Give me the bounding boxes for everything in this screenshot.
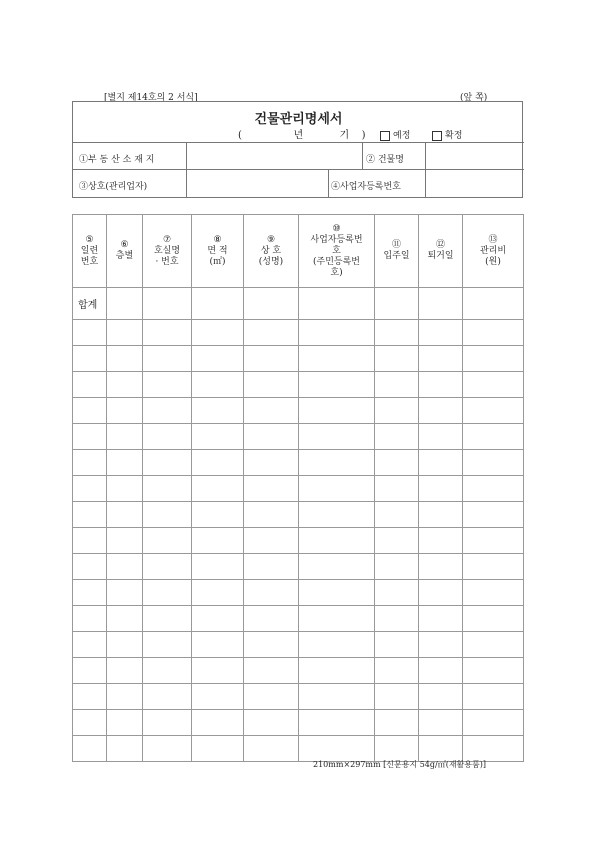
table-cell[interactable] <box>192 450 244 476</box>
table-cell[interactable] <box>143 632 192 658</box>
table-cell[interactable] <box>419 736 463 762</box>
biz-reg-label: ④사업자등록번호 <box>331 182 401 192</box>
checkbox-icon[interactable] <box>432 131 442 141</box>
column-number: ⑤ <box>85 234 94 245</box>
column-label: 일련 번호 <box>80 245 99 267</box>
year-open-paren: ( <box>238 130 242 141</box>
table-cell[interactable] <box>419 528 463 554</box>
table-cell[interactable] <box>73 736 107 762</box>
table-cell[interactable] <box>463 684 524 710</box>
table-cell[interactable] <box>419 398 463 424</box>
table-cell[interactable] <box>463 736 524 762</box>
table-cell[interactable] <box>73 606 107 632</box>
column-header <box>73 215 107 288</box>
table-cell[interactable] <box>375 684 419 710</box>
table-cell[interactable] <box>107 320 143 346</box>
header-box <box>72 101 523 198</box>
column-label: 사업자등록번 호 (주민등록번 호) <box>310 234 363 278</box>
page-side: (앞 쪽) <box>460 93 488 103</box>
option-estimate[interactable] <box>380 128 410 141</box>
table-cell[interactable] <box>299 658 375 684</box>
table-row <box>73 554 524 580</box>
column-number: ⑬ <box>488 234 498 245</box>
table-cell[interactable] <box>463 606 524 632</box>
form-title: 건물관리명세서 <box>254 112 343 127</box>
table-cell[interactable] <box>419 450 463 476</box>
table-cell[interactable] <box>244 632 299 658</box>
table-cell[interactable] <box>192 398 244 424</box>
table-cell[interactable] <box>375 398 419 424</box>
table-cell[interactable] <box>107 710 143 736</box>
column-label: 관리비 (원) <box>479 245 507 267</box>
table-cell[interactable] <box>375 710 419 736</box>
table-cell[interactable] <box>73 658 107 684</box>
table-cell[interactable] <box>73 710 107 736</box>
table-cell[interactable] <box>143 658 192 684</box>
table-cell[interactable] <box>375 632 419 658</box>
table-cell[interactable] <box>73 424 107 450</box>
divider <box>328 169 329 197</box>
table-cell[interactable] <box>192 528 244 554</box>
table-cell[interactable] <box>299 554 375 580</box>
table-cell[interactable] <box>107 346 143 372</box>
table-cell[interactable] <box>419 372 463 398</box>
paper-spec: 210mm×297mm [신문용지 54g/㎡(재활용품)] <box>313 760 486 769</box>
table-cell[interactable] <box>143 606 192 632</box>
table-cell[interactable] <box>107 684 143 710</box>
column-label: 호실명 · 번호 <box>153 245 181 267</box>
table-cell[interactable] <box>73 320 107 346</box>
location-label: ①부 동 산 소 재 지 <box>79 155 155 165</box>
column-header <box>107 215 143 288</box>
trade-name-field[interactable] <box>187 170 327 196</box>
table-cell[interactable] <box>143 424 192 450</box>
table-cell[interactable] <box>143 372 192 398</box>
table-cell[interactable] <box>192 372 244 398</box>
table-cell[interactable] <box>244 346 299 372</box>
table-cell[interactable] <box>419 424 463 450</box>
table-cell[interactable] <box>419 580 463 606</box>
divider <box>362 142 363 169</box>
table-cell[interactable] <box>107 398 143 424</box>
table-cell[interactable] <box>375 736 419 762</box>
option-confirm[interactable] <box>432 128 462 141</box>
table-cell[interactable] <box>375 450 419 476</box>
table-cell[interactable] <box>463 372 524 398</box>
table-cell[interactable] <box>143 398 192 424</box>
column-label: 입주일 <box>383 251 410 261</box>
column-number: ⑪ <box>391 240 401 250</box>
table-cell[interactable] <box>143 476 192 502</box>
table-cell[interactable] <box>299 632 375 658</box>
year-period <box>238 126 365 141</box>
table-cell[interactable] <box>73 372 107 398</box>
table-cell[interactable] <box>375 606 419 632</box>
table-cell[interactable] <box>192 684 244 710</box>
table-row <box>73 710 524 736</box>
sum-cell[interactable] <box>244 288 299 320</box>
table-cell[interactable] <box>143 346 192 372</box>
table-cell[interactable] <box>244 658 299 684</box>
table-cell[interactable] <box>375 476 419 502</box>
table-cell[interactable] <box>419 476 463 502</box>
column-number: ⑩ <box>332 223 341 234</box>
table-cell[interactable] <box>375 320 419 346</box>
table-cell[interactable] <box>463 710 524 736</box>
sum-cell[interactable] <box>419 288 463 320</box>
column-label: 층별 <box>115 251 134 261</box>
column-header <box>463 215 524 288</box>
table-cell[interactable] <box>299 450 375 476</box>
table-cell[interactable] <box>107 476 143 502</box>
table-cell[interactable] <box>375 502 419 528</box>
building-name-label: ② 건물명 <box>366 155 404 165</box>
table-cell[interactable] <box>463 554 524 580</box>
column-number: ⑫ <box>435 240 445 250</box>
sum-cell[interactable] <box>375 288 419 320</box>
table-cell[interactable] <box>73 580 107 606</box>
table-row <box>73 372 524 398</box>
table-cell[interactable] <box>107 528 143 554</box>
table-cell[interactable] <box>375 372 419 398</box>
table-cell[interactable] <box>463 320 524 346</box>
column-header <box>375 215 419 288</box>
table-cell[interactable] <box>192 580 244 606</box>
table-cell[interactable] <box>299 528 375 554</box>
table-row <box>73 736 524 762</box>
column-number: ⑥ <box>120 240 129 250</box>
table-cell[interactable] <box>419 710 463 736</box>
table-cell[interactable] <box>244 502 299 528</box>
year-close-paren: ) <box>361 130 366 141</box>
table-cell[interactable] <box>143 528 192 554</box>
table-cell[interactable] <box>73 450 107 476</box>
table-row <box>73 502 524 528</box>
table-cell[interactable] <box>244 606 299 632</box>
table-cell[interactable] <box>107 450 143 476</box>
table-cell[interactable] <box>192 320 244 346</box>
table-cell[interactable] <box>375 580 419 606</box>
table-cell[interactable] <box>244 554 299 580</box>
location-field[interactable] <box>187 143 361 168</box>
table-row <box>73 632 524 658</box>
table-cell[interactable] <box>299 424 375 450</box>
table-row <box>73 346 524 372</box>
table-cell[interactable] <box>192 736 244 762</box>
table-row <box>73 476 524 502</box>
year-label: 년 <box>293 130 304 141</box>
column-label: 상 호 (성명) <box>258 245 284 267</box>
table-cell[interactable] <box>143 580 192 606</box>
table-cell[interactable] <box>463 450 524 476</box>
table-cell[interactable] <box>463 424 524 450</box>
table-cell[interactable] <box>419 346 463 372</box>
table-cell[interactable] <box>244 398 299 424</box>
column-header <box>244 215 299 288</box>
column-number: ⑦ <box>162 234 172 245</box>
table-cell[interactable] <box>375 528 419 554</box>
table-cell[interactable] <box>463 658 524 684</box>
table-cell[interactable] <box>299 710 375 736</box>
table-cell[interactable] <box>73 502 107 528</box>
table-cell[interactable] <box>299 736 375 762</box>
table-cell[interactable] <box>375 424 419 450</box>
table-cell[interactable] <box>192 346 244 372</box>
table-cell[interactable] <box>244 580 299 606</box>
table-cell[interactable] <box>419 502 463 528</box>
table-row <box>73 450 524 476</box>
table-cell[interactable] <box>299 346 375 372</box>
table-cell[interactable] <box>107 632 143 658</box>
column-header <box>299 215 375 288</box>
table-cell[interactable] <box>107 502 143 528</box>
table-cell[interactable] <box>244 736 299 762</box>
table-cell[interactable] <box>244 424 299 450</box>
table-row <box>73 398 524 424</box>
table-cell[interactable] <box>463 528 524 554</box>
column-header <box>143 215 192 288</box>
table-cell[interactable] <box>107 606 143 632</box>
checkbox-icon[interactable] <box>380 131 390 141</box>
table-cell[interactable] <box>107 736 143 762</box>
table-cell[interactable] <box>107 424 143 450</box>
table-cell[interactable] <box>463 632 524 658</box>
table-cell[interactable] <box>463 502 524 528</box>
column-number: ⑧ <box>213 234 222 245</box>
sum-row <box>73 288 524 320</box>
table-cell[interactable] <box>107 372 143 398</box>
table-cell[interactable] <box>143 554 192 580</box>
building-detail-table <box>72 214 524 762</box>
table-cell[interactable] <box>192 554 244 580</box>
table-cell[interactable] <box>299 476 375 502</box>
table-row <box>73 580 524 606</box>
table-cell[interactable] <box>244 476 299 502</box>
table-cell[interactable] <box>107 554 143 580</box>
biz-reg-field[interactable] <box>426 170 522 196</box>
sum-cell[interactable] <box>143 288 192 320</box>
table-cell[interactable] <box>143 684 192 710</box>
table-cell[interactable] <box>299 502 375 528</box>
table-cell[interactable] <box>192 632 244 658</box>
table-cell[interactable] <box>299 606 375 632</box>
table-cell[interactable] <box>107 580 143 606</box>
sum-cell[interactable] <box>107 288 143 320</box>
table-cell[interactable] <box>73 684 107 710</box>
table-cell[interactable] <box>143 320 192 346</box>
table-cell[interactable] <box>73 632 107 658</box>
table-row <box>73 528 524 554</box>
table-row <box>73 684 524 710</box>
table-cell[interactable] <box>463 476 524 502</box>
table-cell[interactable] <box>463 398 524 424</box>
table-cell[interactable] <box>143 710 192 736</box>
table-row <box>73 320 524 346</box>
table-cell[interactable] <box>419 632 463 658</box>
table-cell[interactable] <box>419 684 463 710</box>
option-estimate-label: 예정 <box>393 131 411 141</box>
table-cell[interactable] <box>244 450 299 476</box>
table-cell[interactable] <box>192 424 244 450</box>
table-cell[interactable] <box>375 346 419 372</box>
option-confirm-label: 확정 <box>445 131 463 141</box>
table-cell[interactable] <box>192 710 244 736</box>
table-cell[interactable] <box>143 450 192 476</box>
period-label: 기 <box>339 130 350 141</box>
table-cell[interactable] <box>299 320 375 346</box>
column-label: 면 적 (㎡) <box>207 245 228 267</box>
table-cell[interactable] <box>107 658 143 684</box>
table-cell[interactable] <box>73 476 107 502</box>
sum-label: 합계 <box>73 288 107 320</box>
form-number: [별지 제14호의 2 서식] <box>104 93 198 103</box>
table-cell[interactable] <box>244 320 299 346</box>
table-cell[interactable] <box>143 736 192 762</box>
table-cell[interactable] <box>299 372 375 398</box>
table-cell[interactable] <box>375 658 419 684</box>
table-cell[interactable] <box>299 398 375 424</box>
column-header <box>192 215 244 288</box>
sum-cell[interactable] <box>299 288 375 320</box>
table-cell[interactable] <box>244 528 299 554</box>
trade-name-label: ③상호(관리업자) <box>79 182 148 192</box>
table-cell[interactable] <box>192 476 244 502</box>
table-cell[interactable] <box>463 346 524 372</box>
building-name-field[interactable] <box>426 143 522 168</box>
table-cell[interactable] <box>375 554 419 580</box>
table-cell[interactable] <box>419 554 463 580</box>
table-cell[interactable] <box>463 580 524 606</box>
table-cell[interactable] <box>299 580 375 606</box>
table-row <box>73 658 524 684</box>
table-cell[interactable] <box>192 606 244 632</box>
table-cell[interactable] <box>419 658 463 684</box>
table-cell[interactable] <box>299 684 375 710</box>
table-cell[interactable] <box>73 554 107 580</box>
table-cell[interactable] <box>244 684 299 710</box>
table-cell[interactable] <box>419 320 463 346</box>
table-cell[interactable] <box>73 528 107 554</box>
table-cell[interactable] <box>244 710 299 736</box>
sum-cell[interactable] <box>463 288 524 320</box>
column-number: ⑨ <box>266 234 276 245</box>
table-cell[interactable] <box>192 502 244 528</box>
sum-cell[interactable] <box>192 288 244 320</box>
table-cell[interactable] <box>419 606 463 632</box>
column-label: 퇴거일 <box>427 251 454 261</box>
table-row <box>73 606 524 632</box>
table-cell[interactable] <box>73 346 107 372</box>
table-cell[interactable] <box>192 658 244 684</box>
table-cell[interactable] <box>143 502 192 528</box>
column-header <box>419 215 463 288</box>
table-cell[interactable] <box>73 398 107 424</box>
table-cell[interactable] <box>244 372 299 398</box>
table-row <box>73 424 524 450</box>
